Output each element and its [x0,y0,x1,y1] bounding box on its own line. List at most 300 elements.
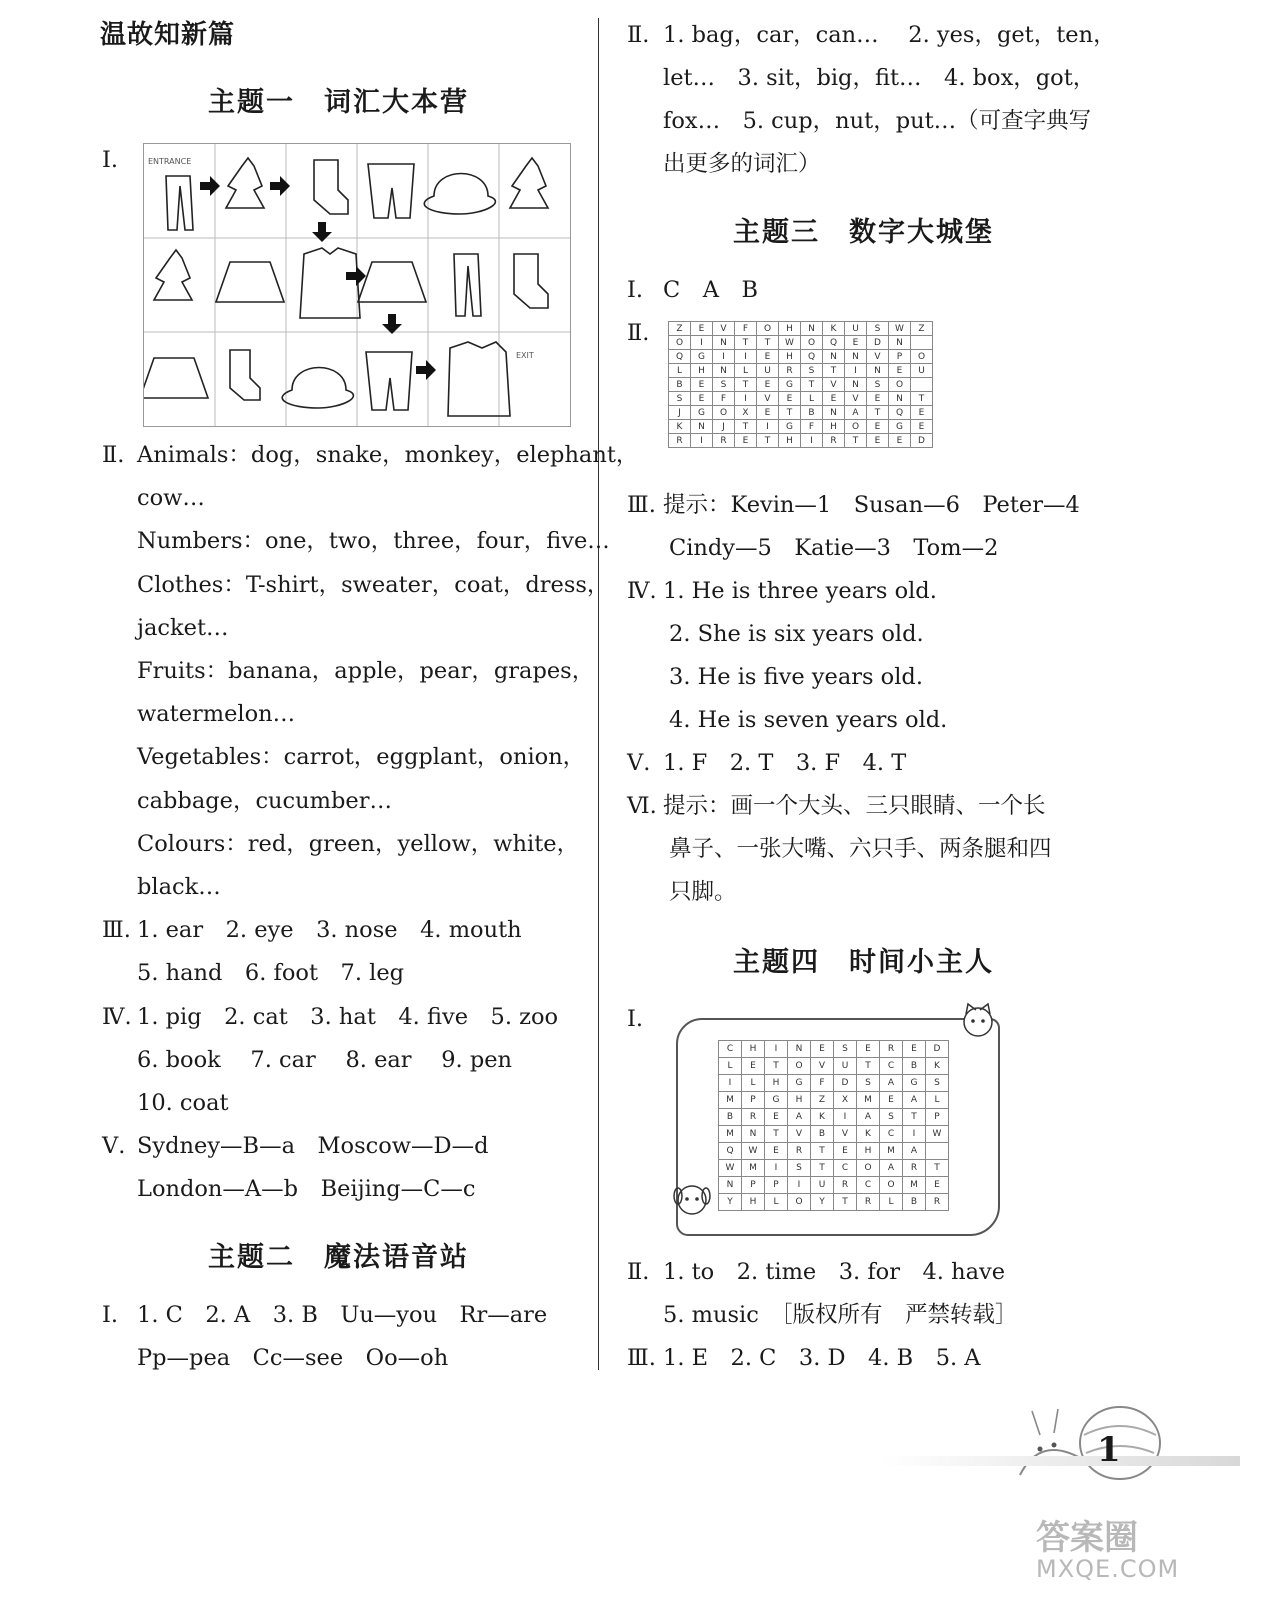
answer-line: Clothes：T-shirt，sweater，coat，dress， [137,571,610,598]
grid-letter: S [867,378,889,392]
answer-line: cow… [137,485,205,512]
grid-letter: T [765,1126,788,1143]
item-marker: Ⅳ. [627,578,657,604]
grid-letter: C [719,1041,742,1058]
answer-line: 1. pig 2. cat 3. hat 4. five 5. zoo [137,1003,559,1030]
grid-letter: K [823,322,845,336]
skirt-icon [144,358,208,398]
answer-line: 1. E 2. C 3. D 4. B 5. A [663,1345,981,1371]
item-marker: Ⅰ. [102,147,119,173]
grid-letter: F [801,420,823,434]
grid-letter: T [857,1058,880,1075]
grid-letter: Z [811,1092,834,1109]
grid-letter: L [735,364,757,378]
grid-letter: R [903,1160,926,1177]
grid-letter: N [713,336,735,350]
grid-letter: N [742,1126,765,1143]
grid-letter: H [691,364,713,378]
grid-letter: I [903,1126,926,1143]
grid-letter: H [779,322,801,336]
grid-letter: S [713,378,735,392]
grid-letter: R [742,1109,765,1126]
grid-letter: E [757,378,779,392]
grid-letter: Q [823,336,845,350]
grid-letter: E [845,336,867,350]
grid-letter: C [880,1126,903,1143]
grid-letter: A [880,1075,903,1092]
sock-icon [314,160,348,214]
grid-letter: S [867,322,889,336]
grid-letter: A [845,406,867,420]
answer-line: 出更多的词汇） [663,151,821,177]
grid-letter: L [765,1194,788,1211]
grid-letter: T [735,420,757,434]
grid-letter: T [834,1194,857,1211]
grid-letter: D [926,1041,949,1058]
grid-letter: E [834,1143,857,1160]
grid-letter: N [823,350,845,364]
grid-letter: F [811,1075,834,1092]
watermark: 答案圈 [1036,1518,1138,1558]
subject-word-grid [718,1040,949,1211]
grid-letter: L [669,364,691,378]
topic4-title: 主题四 时间小主人 [733,947,994,978]
grid-letter: M [857,1092,880,1109]
grid-letter: M [742,1160,765,1177]
answer-line: Numbers：one，two，three，four，five… [137,528,610,555]
grid-letter: O [788,1194,811,1211]
grid-letter: E [691,378,713,392]
grid-letter: D [911,434,933,448]
grid-letter: N [889,336,911,350]
grid-letter: I [765,1160,788,1177]
grid-letter: E [867,420,889,434]
grid-letter: V [834,1126,857,1143]
answer-line: Cindy—5 Katie—3 Tom—2 [669,535,999,561]
grid-letter: U [757,364,779,378]
grid-row [669,406,933,420]
item-marker: Ⅴ. [627,750,651,776]
grid-letter: B [811,1126,834,1143]
grid-letter: X [834,1092,857,1109]
grid-letter: O [857,1160,880,1177]
grid-row [719,1177,949,1194]
grid-letter: P [889,350,911,364]
grid-letter: V [757,392,779,406]
grid-letter: N [713,364,735,378]
grid-letter: S [834,1041,857,1058]
grid-letter: P [742,1177,765,1194]
shorts-icon [366,352,412,410]
answer-line: cabbage，cucumber… [137,787,392,814]
grid-letter: N [845,350,867,364]
grid-letter: L [742,1075,765,1092]
grid-letter: I [691,434,713,448]
grid-letter: T [735,378,757,392]
grid-letter: P [765,1177,788,1194]
grid-row [669,350,933,364]
grid-letter: R [857,1194,880,1211]
grid-letter: T [779,406,801,420]
grid-letter: Z [911,322,933,336]
grid-letter: C [880,1058,903,1075]
trousers-icon [454,254,481,316]
item-marker: Ⅱ. [102,442,125,468]
grid-letter: E [857,1041,880,1058]
grid-letter: I [719,1075,742,1092]
grid-letter: H [742,1041,765,1058]
answer-line: 只脚。 [669,879,737,905]
grid-letter: N [719,1177,742,1194]
grid-letter: C [834,1160,857,1177]
grid-letter: E [823,392,845,406]
topic3-title: 主题三 数字大城堡 [733,217,994,248]
grid-letter: I [713,350,735,364]
answer-line: 1. bag，car，can… 2. yes，get，ten， [663,22,1116,48]
answer-line: London—A—b Beijing—C—c [137,1176,476,1203]
grid-letter: U [911,364,933,378]
grid-letter: N [867,364,889,378]
grid-row [719,1160,949,1177]
grid-letter: O [801,336,823,350]
grid-letter: F [713,392,735,406]
grid-letter: R [926,1194,949,1211]
grid-letter: O [669,336,691,350]
grid-letter: I [845,364,867,378]
grid-letter: H [823,420,845,434]
grid-row [719,1126,949,1143]
letter-grid [668,321,933,448]
dress-icon [226,158,264,208]
skirt-icon [358,262,426,302]
grid-letter: W [926,1126,949,1143]
grid-letter: S [857,1075,880,1092]
grid-letter: F [735,322,757,336]
grid-letter: Q [889,406,911,420]
grid-letter: O [889,378,911,392]
grid-letter: E [691,322,713,336]
answer-line: black… [137,874,221,900]
grid-letter: T [903,1109,926,1126]
grid-letter: T [811,1143,834,1160]
grid-row [719,1109,949,1126]
item-marker: Ⅱ. [627,320,650,346]
grid-letter: E [765,1143,788,1160]
grid-letter: T [867,406,889,420]
grid-letter: A [903,1143,926,1160]
watermark-url: MXQE.COM [1036,1555,1180,1583]
shirt-icon [300,248,360,318]
grid-letter: T [757,434,779,448]
page-title: 温故知新篇 [100,20,236,50]
grid-letter: W [742,1143,765,1160]
item-marker: Ⅲ. [627,1345,656,1371]
grid-letter: E [742,1058,765,1075]
grid-letter: X [735,406,757,420]
grid-letter: R [823,434,845,448]
grid-letter: V [811,1058,834,1075]
grid-letter: T [757,336,779,350]
grid-letter: G [691,350,713,364]
grid-letter: V [788,1126,811,1143]
grid-letter: G [779,378,801,392]
grid-letter: O [713,406,735,420]
grid-row [669,392,933,406]
grid-letter: E [735,434,757,448]
grid-letter: R [834,1177,857,1194]
grid-letter: V [713,322,735,336]
answer-line: let… 3. sit，big，fit… 4. box，got， [663,65,1096,91]
grid-letter: D [867,336,889,350]
cat-icon [956,1000,1002,1040]
answer-line: Sydney—B—a Moscow—D—d [137,1133,489,1160]
grid-letter: A [880,1160,903,1177]
clothes-maze [143,143,571,427]
topic2-title: 主题二 魔法语音站 [208,1242,469,1273]
grid-letter: A [903,1092,926,1109]
grid-letter: A [857,1109,880,1126]
item-marker: Ⅱ. [627,22,650,48]
grid-row [669,336,933,350]
grid-letter: O [757,322,779,336]
grid-letter: P [742,1092,765,1109]
grid-letter: E [926,1177,949,1194]
grid-letter: N [823,406,845,420]
grid-letter: G [779,420,801,434]
grid-letter: O [911,350,933,364]
grid-letter: I [765,1041,788,1058]
grid-letter: E [867,392,889,406]
grid-letter: T [801,378,823,392]
grid-letter: N [889,392,911,406]
grid-letter: H [788,1092,811,1109]
item-marker: Ⅰ. [627,277,644,303]
item-marker: Ⅴ. [102,1133,126,1160]
maze-exit-label: EXIT [516,351,534,360]
grid-letter: M [719,1092,742,1109]
grid-letter: E [779,392,801,406]
grid-letter: N [788,1041,811,1058]
answer-line: 4. He is seven years old. [669,707,948,733]
grid-row [669,322,933,336]
number-word-grid [668,321,933,448]
grid-row [719,1143,949,1160]
grid-letter: A [788,1109,811,1126]
grid-letter: H [765,1075,788,1092]
answer-line: 1. ear 2. eye 3. nose 4. mouth [137,917,522,944]
answer-line: 提示：画一个大头、三只眼睛、一个长 [663,793,1046,819]
grid-letter: E [765,1109,788,1126]
puppy-icon [668,1178,718,1224]
grid-letter: S [801,364,823,378]
grid-letter: Y [719,1194,742,1211]
grid-row [669,420,933,434]
grid-letter: K [857,1126,880,1143]
item-marker: Ⅲ. [627,492,656,518]
grid-letter: E [691,392,713,406]
grid-letter: H [857,1143,880,1160]
grid-letter: S [880,1109,903,1126]
grid-letter: O [788,1058,811,1075]
grid-letter: M [903,1177,926,1194]
grid-letter: G [691,406,713,420]
answer-line: 1. F 2. T 3. F 4. T [663,750,907,776]
grid-letter: S [669,392,691,406]
grid-letter: N [845,378,867,392]
grid-letter: K [811,1109,834,1126]
grid-letter: T [926,1160,949,1177]
grid-row [719,1058,949,1075]
grid-letter: R [880,1041,903,1058]
answer-line: 鼻子、一张大嘴、六只手、两条腿和四 [669,836,1052,862]
grid-letter: I [691,336,713,350]
item-marker: Ⅳ. [102,1003,132,1030]
grid-letter: B [903,1058,926,1075]
item-marker: Ⅰ. [627,1006,644,1032]
answer-line: Animals：dog，snake，monkey，elephant， [137,442,639,468]
answer-line: C A B [663,277,758,303]
grid-letter: E [880,1092,903,1109]
maze-drawing [144,144,570,426]
grid-letter: V [823,378,845,392]
column-divider [598,18,599,1370]
grid-letter: O [880,1177,903,1194]
item-marker: Ⅵ. [627,793,657,819]
grid-letter: E [903,1041,926,1058]
answer-line: fox… 5. cup，nut，put…（可查字典写 [663,108,1092,134]
grid-letter: D [834,1075,857,1092]
grid-letter: V [845,392,867,406]
answer-line: Pp—pea Cc—see Oo—oh [137,1345,449,1371]
grid-letter: J [669,406,691,420]
answer-line: 1. C 2. A 3. B Uu—you Rr—are [137,1302,548,1328]
grid-letter: R [788,1143,811,1160]
grid-letter: R [779,364,801,378]
grid-letter: I [735,392,757,406]
answer-line: watermelon… [137,701,296,728]
grid-letter: T [823,364,845,378]
grid-letter: I [834,1109,857,1126]
grid-letter: Q [719,1143,742,1160]
grid-letter: H [742,1194,765,1211]
answer-line: Colours：red，green，yellow，white， [137,830,580,857]
grid-letter: Y [811,1194,834,1211]
grid-letter: S [788,1160,811,1177]
grid-letter: G [765,1092,788,1109]
snail-icon [1010,1395,1180,1485]
grid-letter: Q [801,350,823,364]
grid-letter: J [713,420,735,434]
grid-letter: N [691,420,713,434]
coat-icon [448,342,510,416]
shorts-icon [368,164,414,218]
answer-line: 3. He is five years old. [669,664,923,690]
item-marker: Ⅰ. [102,1302,119,1328]
grid-letter: I [788,1177,811,1194]
grid-letter: E [889,434,911,448]
grid-row [719,1041,949,1058]
grid-letter: T [735,336,757,350]
grid-letter: U [845,322,867,336]
grid-letter [911,336,933,350]
grid-letter: O [845,420,867,434]
maze-entrance-label: ENTRANCE [148,157,192,166]
grid-letter: E [867,434,889,448]
sock-icon [514,254,548,308]
grid-row [719,1194,949,1211]
grid-letter: W [779,336,801,350]
grid-letter: Q [669,350,691,364]
grid-letter: U [811,1177,834,1194]
trousers-icon [166,176,193,230]
grid-letter: K [926,1058,949,1075]
grid-letter: S [926,1075,949,1092]
grid-letter: M [719,1126,742,1143]
grid-letter: E [911,420,933,434]
answer-line: 2. She is six years old. [669,621,924,647]
grid-row [669,434,933,448]
page-number: 1 [1097,1430,1121,1470]
grid-letter: E [911,406,933,420]
sock-icon [230,350,260,400]
grid-letter: I [801,434,823,448]
grid-letter: E [811,1041,834,1058]
grid-letter: E [757,350,779,364]
grid-letter: K [669,420,691,434]
skirt-icon [216,262,284,302]
answer-line: 提示：Kevin—1 Susan—6 Peter—4 [663,492,1080,518]
answer-line: 5. music ［版权所有 严禁转载］ [663,1302,1018,1328]
grid-letter: B [719,1109,742,1126]
grid-letter: M [880,1143,903,1160]
grid-letter: P [926,1109,949,1126]
answer-line: jacket… [137,614,229,641]
grid-letter: E [757,406,779,420]
grid-letter: W [719,1160,742,1177]
answer-line: 5. hand 6. foot 7. leg [137,960,405,987]
grid-letter: N [801,322,823,336]
grid-letter: B [801,406,823,420]
footer-band [880,1456,1240,1466]
grid-letter: W [889,322,911,336]
dress-icon [510,158,548,208]
hat-icon [424,174,495,215]
letter-grid [718,1040,949,1211]
grid-letter [926,1143,949,1160]
grid-row [669,364,933,378]
grid-letter: V [867,350,889,364]
grid-letter: B [903,1194,926,1211]
answer-line: 1. to 2. time 3. for 4. have [663,1259,1006,1285]
grid-letter: I [735,350,757,364]
grid-letter: T [845,434,867,448]
dress-icon [154,250,192,300]
grid-letter: U [834,1058,857,1075]
grid-letter: L [880,1194,903,1211]
grid-letter: Z [669,322,691,336]
grid-letter: H [779,434,801,448]
grid-letter: I [757,420,779,434]
grid-row [669,378,933,392]
grid-letter: T [911,392,933,406]
grid-letter: B [669,378,691,392]
grid-letter [911,378,933,392]
answer-line: Fruits：banana，apple，pear，grapes， [137,658,595,684]
grid-letter: G [889,420,911,434]
item-marker: Ⅱ. [627,1259,650,1285]
topic1-title: 主题一 词汇大本营 [208,87,469,118]
item-marker: Ⅲ. [102,917,131,944]
